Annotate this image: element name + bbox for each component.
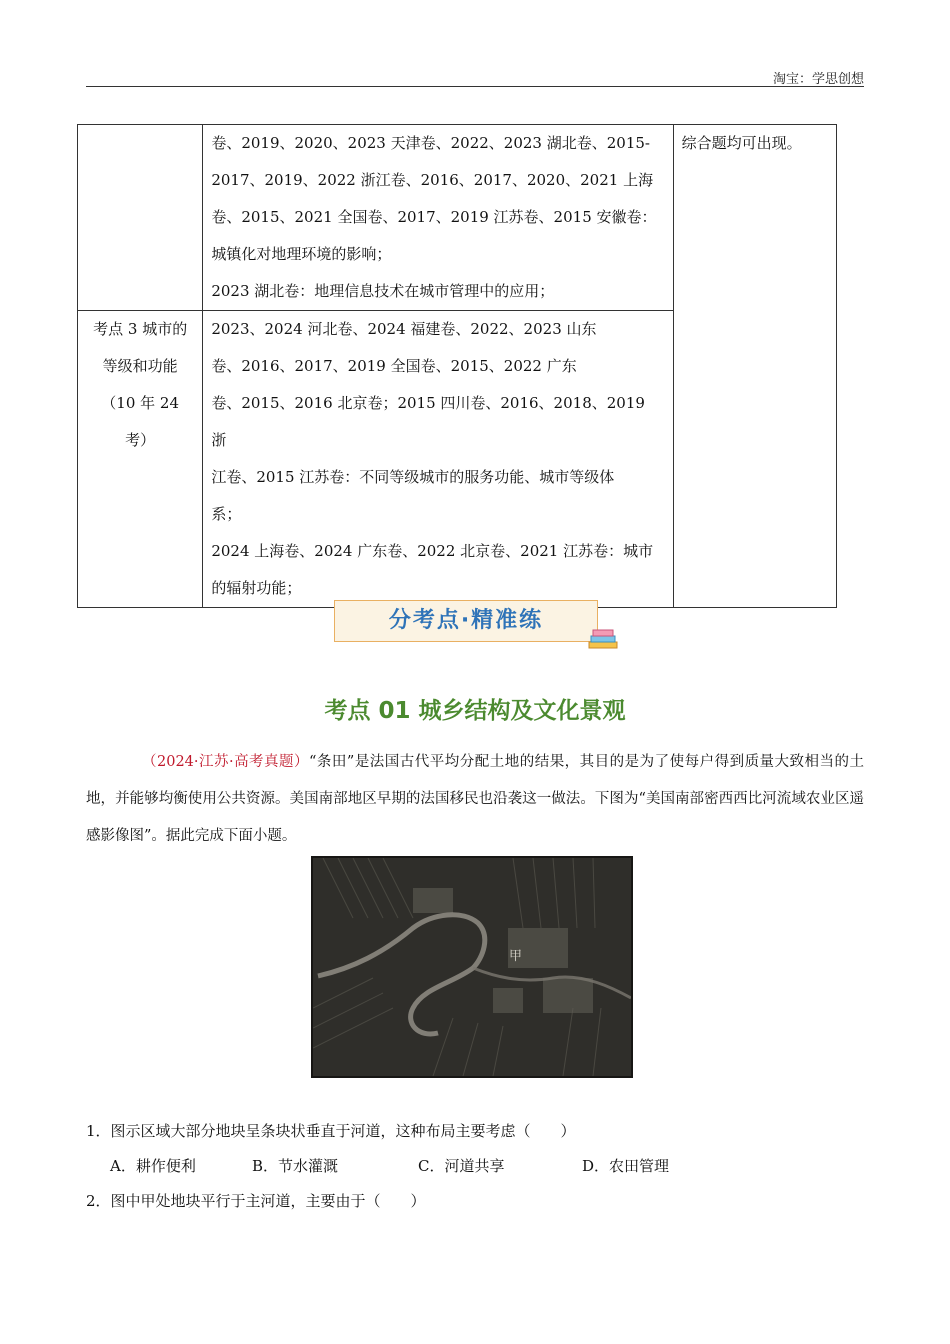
practice-banner: 分考点·精准练: [334, 600, 598, 642]
topic-line: 考点 3 城市的: [93, 320, 188, 338]
intro-text: “条田”是法国古代平均分配土地的结果，其目的是为了使每户得到质量大致相当的土地，并能够均衡使用公共资源。美国南部地区早期的法国移民也沿袭这一做法。下图为“美国南部密西西比河流域农业区遥感影像图”。据此完成下面小题。: [86, 754, 864, 844]
table-row: [78, 125, 837, 311]
table-line: 系；: [211, 505, 242, 523]
topic-line: （10 年 24: [101, 394, 180, 412]
table-line: 2023 湖北卷：地理信息技术在城市管理中的应用；: [211, 282, 555, 300]
table-line: 的辐射功能；: [211, 579, 302, 597]
question-intro: [86, 744, 864, 855]
table-line: 卷、2015、2021 全国卷、2017、2019 江苏卷、2015 安徽卷：: [211, 208, 657, 226]
satellite-image: [311, 856, 633, 1078]
question-1-stem: 1．图示区域大部分地块呈条块状垂直于河道，这种布局主要考虑（ ）: [86, 1122, 576, 1140]
question-2-stem: 2．图中甲处地块平行于主河道，主要由于（ ）: [86, 1192, 426, 1210]
question-source: （2024·江苏·高考真题）: [142, 754, 310, 770]
section-title: 考点 01 城乡结构及文化景观: [324, 698, 626, 724]
topic-line: 考）: [125, 431, 156, 449]
table-line: 卷、2019、2020、2023 天津卷、2022、2023 湖北卷、2015-: [211, 134, 650, 152]
exam-points-table: [77, 124, 837, 608]
option-d[interactable]: D．农田管理: [582, 1157, 670, 1175]
table-line: 卷、2015、2016 北京卷；2015 四川卷、2016、2018、2019 浙: [211, 394, 645, 449]
table-line: 2017、2019、2022 浙江卷、2016、2017、2020、2021 上海: [211, 171, 654, 189]
header-shop-label: 淘宝：学思创想: [772, 72, 864, 87]
table-cell-exams: [203, 125, 673, 311]
table-line: 2023、2024 河北卷、2024 福建卷、2022、2023 山东: [211, 320, 597, 338]
table-cell-topic: [78, 125, 203, 311]
option-c[interactable]: C．河道共享: [418, 1157, 505, 1175]
table-line: 2024 上海卷、2024 广东卷、2022 北京卷、2021 江苏卷：城市: [211, 542, 654, 560]
table-cell-exams: [203, 311, 673, 608]
table-line: 城镇化对地理环境的影响；: [211, 245, 392, 263]
header-divider: [86, 86, 864, 87]
table-line: 卷、2016、2017、2019 全国卷、2015、2022 广东: [211, 357, 577, 375]
topic-line: 等级和功能: [102, 357, 178, 375]
books-icon: [586, 624, 620, 650]
option-a[interactable]: A．耕作便利: [110, 1157, 196, 1175]
table-line: 江卷、2015 江苏卷：不同等级城市的服务功能、城市等级体: [211, 468, 615, 486]
table-cell-note: 综合题均可出现。: [673, 125, 836, 608]
table-cell-topic: [78, 311, 203, 608]
image-label-jia: 甲: [509, 949, 523, 964]
option-b[interactable]: B．节水灌溉: [252, 1157, 339, 1175]
